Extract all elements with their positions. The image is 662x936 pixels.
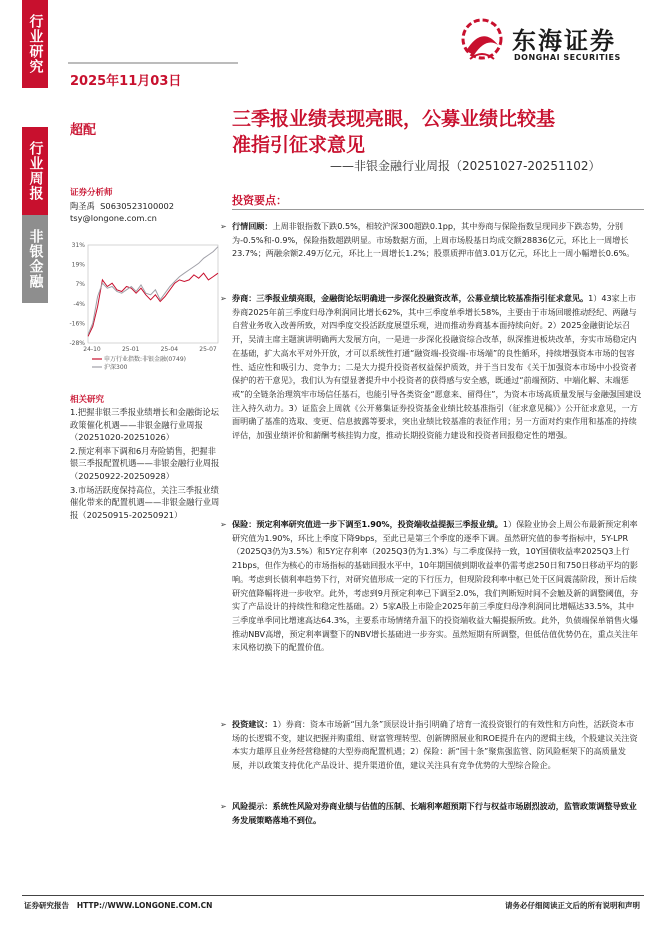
key-points-heading: 投资要点： [232, 194, 287, 207]
y-tick-label: 31% [71, 242, 85, 249]
report-date: 2025年11月03日 [70, 74, 182, 89]
y-tick-label: 19% [71, 261, 85, 269]
x-tick-label: 25-04 [160, 346, 179, 353]
analyst-heading: 证券分析师 [70, 188, 113, 198]
bullet-investment-advice [220, 718, 642, 773]
related-item[interactable]: 2.预定利率下调和6月寿险销售，把握非银三季报配置机遇——非银金融行业周报（20250922-20250928） [70, 445, 220, 481]
arrow-bullet-icon: ➢ [220, 802, 227, 811]
bullet-market-review [220, 220, 642, 261]
analyst-email: tsy@longone.com.cn [70, 213, 157, 223]
report-title-line2: 准指引征求意见 [232, 134, 366, 156]
bullet-text: 1）券商：资本市场新“国九条”顶层设计指引明确了培育一流投资银行的有效性和方向性，活跃资本市场的长逻辑不变，建议把握并购重组、财富管理转型、创新牌照展业和ROE提升在内的逻辑主线，个股建议关注资本实力雄厚且业务经营稳健的大型券商配置机遇；2）保险：新“国十条”聚焦强监管、防风险框架下的高质量发展，并以政策支持优化产品设计、提升渠道价值，建议关注具有竞争优势的大型综合险企。 [232, 719, 638, 771]
index-performance-chart [66, 235, 226, 375]
bullet-text: 1）保险业协会上周公布最新预定利率研究值为1.90%，环比上季度下降9bps，至此已是第三个季度的逐季下调。虽然研究值的参考指标中，5Y-LPR（2025Q3仍为3.5%）和5Y定存利率（2025Q3仍为1.3%）与二季度保持一致，10Y国债收益率2025Q3上行21bps，但作为核心的市场指标的基础回报水平中，10年期国债到期收益率仍需考虑250日和750日移动平均的影响。考虑到长债利率趋势下行，对研究值形成一定的下行压力，但现阶段利率中枢已处于区间震荡阶段，预计后续研究值降幅将进一步收窄。此外，考虑到9月预定利率已下调至2.0%，我们判断短时间不会触及新的调整阈值，夯实了产品设计的持续性和稳定性基础。2）5家A股上市险企2025年前三季度归母净利润同比增幅达33.5%，其中三季度单季同比增速高达64.3%，主要系市场情绪升温下的投资端收益大幅提振所致。此外，负债端保单销售火爆推动NBV高增，预定利率调整下的NBV增长基础进一步夯实。虽然短期有所调整，但低估值优势仍在，重点关注年末风格切换下的配置价值。 [232, 519, 639, 653]
related-item[interactable]: 3.市场活跃度保持高位，关注三季报业绩催化带来的配置机遇——非银金融行业周报（20250915-20250921） [70, 484, 220, 520]
logo-cn: 东海证券 [512, 27, 616, 55]
arrow-bullet-icon: ➢ [220, 222, 227, 231]
related-item[interactable]: 1.把握非银三季报业绩增长和金融街论坛政策催化机遇——非银金融行业周报（20251020-20251026） [70, 407, 219, 443]
x-tick-label: 25-07 [199, 346, 217, 353]
x-tick-label: 24-10 [83, 346, 101, 353]
analyst-name: 陶圣禹 S0630523100002 [70, 201, 175, 211]
x-tick-label: 25-01 [121, 346, 140, 353]
arrow-bullet-icon: ➢ [220, 720, 227, 729]
header-rule [68, 62, 238, 64]
y-tick-label: 7% [75, 281, 85, 289]
bullet-lead: 投资建议： [232, 719, 273, 729]
bullet-text: 上周非银指数下跌0.5%，相较沪深300超跌0.1pp，其中券商与保险指数呈现同步下跌态势，分别为-0.5%和-0.9%，保险指数超跌明显。市场数据方面，上周市场股基日均成交额28836亿元，环比上一周增长23.7%；两融余额2.49万亿元，环比上一周增长1.2%；股票质押市值3.01万亿元，环比上一周小幅增长0.6%。 [232, 221, 635, 259]
sidebar-tab-industry-weekly: 行业周报 [22, 127, 48, 215]
footer-left[interactable]: 证券研究报告 HTTP://WWW.LONGONE.COM.CN [24, 901, 213, 910]
rating: 超配 [70, 123, 97, 138]
bullet-insurance [220, 518, 642, 655]
related-research-heading: 相关研究 [70, 395, 105, 405]
legend-label: 申万行业指数:非银金融(0749) [104, 356, 186, 363]
donghai-logo [460, 15, 640, 73]
arrow-bullet-icon: ➢ [220, 520, 227, 529]
series-line-non-bank [88, 273, 218, 336]
key-points-rule [232, 209, 644, 210]
bullet-lead: 行情回顾： [232, 221, 273, 231]
bullet-lead: 风险提示：系统性风险对券商业绩与估值的压制、长端利率超预期下行与权益市场剧烈波动，监管政策调整导致业务发展策略落地不到位。 [232, 801, 637, 825]
footer-right: 请务必仔细阅读正文后的所有说明和声明 [505, 901, 640, 910]
sidebar-tab-non-bank-finance: 非银金融 [22, 215, 48, 303]
y-tick-label: -4% [73, 300, 85, 308]
y-tick-label: -28% [69, 340, 85, 347]
legend-label: 沪深300 [104, 364, 128, 371]
bullet-text: 1）43家上市券商2025年前三季度归母净利润同比增长62%，其中三季度单季增长58%，主要由于市场回暖推动经纪、两融与自营业务收入改善所致，对四季度交投活跃度展望乐观，进而推动券商基本面持续向好。2）2025金融街论坛召开，吴清主席主题演讲明确两大发展方向，一是进一步深化投融资综合改革，纵深推进板块改革，夯实市场稳定内在基础，扩大高水平对外开放，才可以系统性打通“融资端-投资端-市场端”的良性循环，持续增强资本市场的包容性、适应性和吸引力、竞争力；二是大力提升投资者权益保护质效，并于当日发布《关于加强资本市场中小投资者保护的若干意见》，我们认为有望显著提升中小投资者的获得感与安全感，既通过“前端预防、中端化解、末端惩戒”的全链条治理筑牢市场信任基石，也能引导各类资金“愿意来、留得住”，为资本市场高质量发展与金融强国建设注入持久动力。3）证监会上周就《公开募集证券投资基金业绩比较基准指引（征求意见稿）》公开征求意见，一方面明确了基准的选取、变更、信息披露等要求，突出业绩比较基准的表征作用；另一方面对约束作用和基准的持续评估，加强业绩评价和薪酬考核挂钩力度，推动长期投资能力建设和投资者回报稳定性的增强。 [232, 293, 642, 441]
bullet-lead: 保险：预定利率研究值进一步下调至1.90%，投资端收益提振三季报业绩。 [232, 519, 503, 529]
related-research-list [70, 406, 220, 521]
bullet-risk-warning [220, 800, 642, 827]
series-line-csi300 [88, 247, 218, 335]
bullet-lead: 券商：三季报业绩亮眼，金融街论坛明确进一步深化投融资改革，公募业绩比较基准指引征求意见。 [232, 293, 589, 303]
sidebar-tab-industry-research: 行业研究 [22, 0, 48, 88]
bullet-brokers [220, 292, 642, 443]
logo-en: DONGHAI SECURITIES [514, 53, 621, 62]
footer-rule [22, 895, 644, 896]
chart-frame [88, 245, 218, 343]
report-subtitle: ——非银金融行业周报（20251027-20251102） [330, 159, 601, 173]
donghai-emblem-icon [460, 15, 504, 67]
y-tick-label: -16% [69, 320, 85, 328]
report-title-line1: 三季报业绩表现亮眼，公募业绩比较基 [232, 108, 556, 130]
arrow-bullet-icon: ➢ [220, 294, 227, 303]
